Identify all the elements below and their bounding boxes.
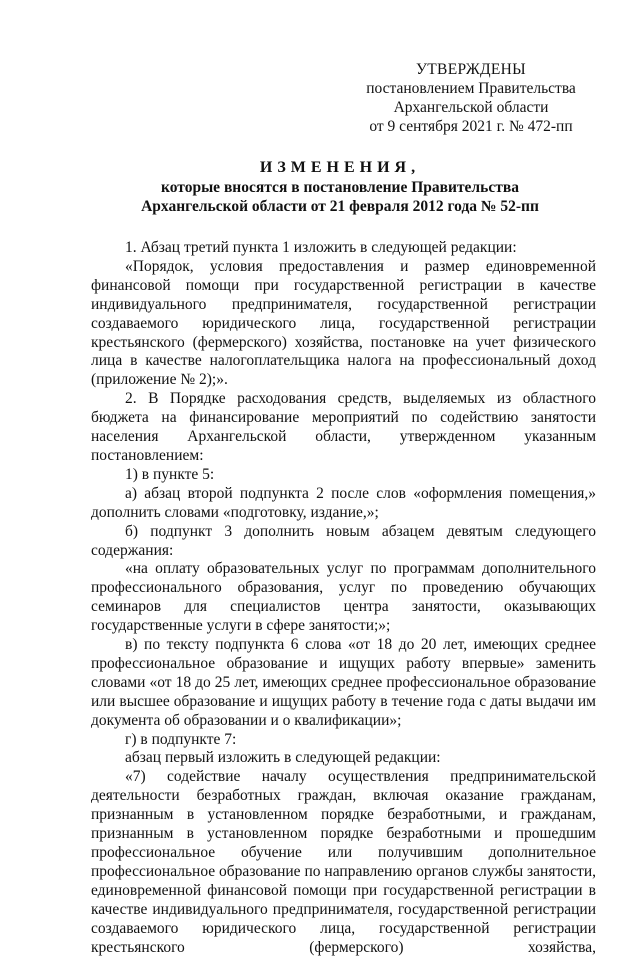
paragraph-4: 1) в пункте 5:	[125, 465, 215, 483]
document-body	[91, 239, 596, 957]
title-main: ИЗМЕНЕНИЯ,	[259, 159, 421, 176]
paragraph-6: б) подпункт 3 дополнить новым абзацем девятым следующего содержания:	[91, 522, 596, 559]
paragraph-7: «на оплату образовательных услуг по программам дополнительного профессионального образования, услуг по проведению обучающих семинаров для специалистов центра занятости, оказывающих государственные услуги в сфере занятости;»;	[91, 560, 596, 635]
paragraph-2: «Порядок, условия предоставления и размер единовременной финансовой помощи при государственной регистрации в качестве индивидуального предпринимателя, государственной регистрации создаваемого юридического лица, государственной регистрации крестьянского (фермерского) хозяйства, постановке на учет физического лица в качестве налогоплательщика налога на профессиональный доход (приложение № 2);».	[91, 257, 596, 389]
approval-line-1: постановлением Правительства	[366, 80, 576, 97]
paragraph-8: в) по тексту подпункта 6 слова «от 18 до 20 лет, имеющих среднее профессиональное образование и ищущих работу впервые» заменить словами «от 18 до 25 лет, имеющих среднее профессиональное образование или высшее образование и ищущих работу в течение года с даты выдачи им документа об образовании и о квалификации»;	[91, 636, 596, 729]
approval-heading: УТВЕРЖДЕНЫ	[416, 61, 526, 78]
title-subtitle-line-1: которые вносятся в постановление Правительства	[161, 179, 519, 196]
document-title	[40, 158, 640, 216]
approval-line-3: от 9 сентября 2021 г. № 472-пп	[369, 118, 573, 135]
approval-line-2: Архангельской области	[393, 99, 549, 116]
approval-stamp	[340, 60, 602, 136]
title-subtitle-line-2: Архангельской области от 21 февраля 2012 года № 52-пп	[141, 198, 539, 215]
paragraph-9: г) в подпункте 7:	[125, 730, 237, 748]
paragraph-10: абзац первый изложить в следующей редакции:	[125, 749, 441, 767]
paragraph-5: а) абзац второй подпункта 2 после слов «оформления помещения,» дополнить словами «подготовку, издание,»;	[91, 484, 596, 521]
paragraph-1: 1. Абзац третий пункта 1 изложить в следующей редакции:	[125, 239, 517, 256]
paragraph-3: 2. В Порядке расходования средств, выделяемых из областного бюджета на финансирование мероприятий по содействию занятости населения Архангельской области, утвержденном указанным постановлением:	[91, 390, 596, 464]
paragraph-11: «7) содействие началу осуществления предпринимательской деятельности безработных граждан, включая оказание гражданам, признанным в установленном порядке безработными, и гражданам, признанным в установленном порядке безработными и прошедшим профессиональное обучение или получившим дополнительное профессиональное образование по направлению органов службы занятости, единовременной финансовой помощи при государственной регистрации в качестве индивидуального предпринимателя, государственной регистрации создаваемого юридического лица, государственной регистрации крестьянского (фермерского) хозяйства,	[91, 768, 596, 956]
